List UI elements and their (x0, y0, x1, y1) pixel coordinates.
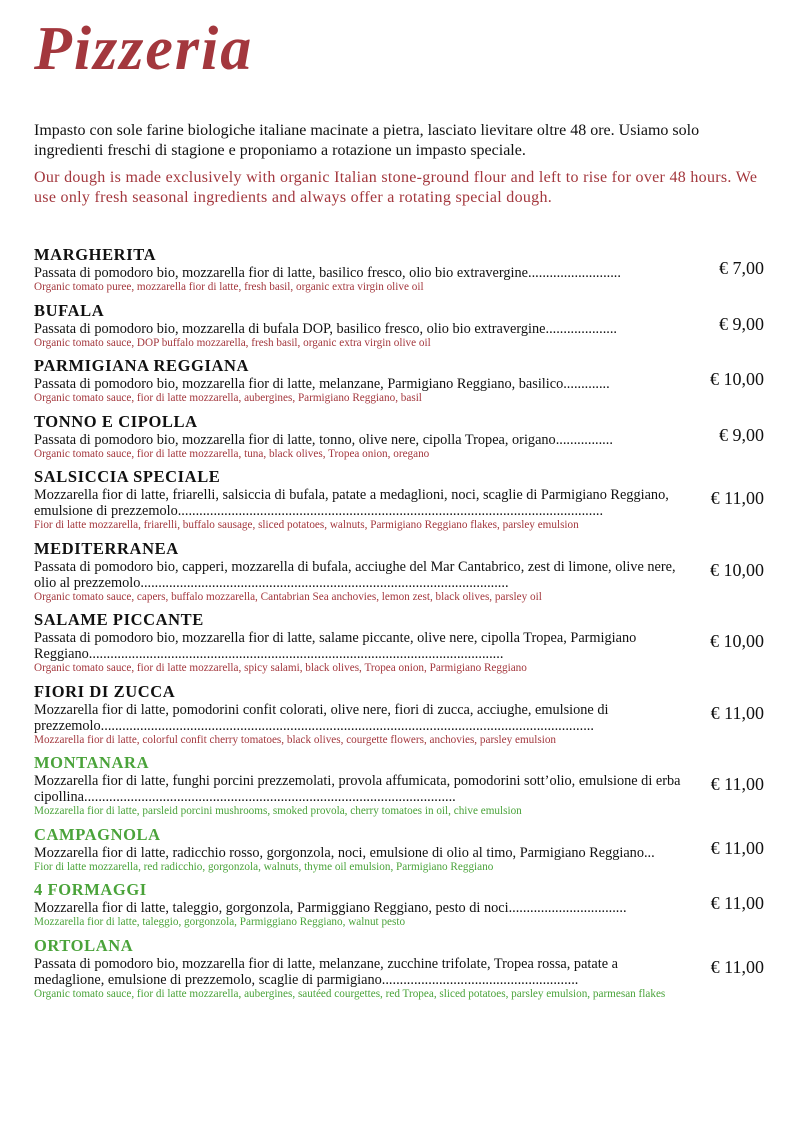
pizza-price: € 11,00 (710, 956, 764, 977)
pizza-translation: Mozzarella fior di latte, colorful confit cherry tomatoes, black olives, courgette flowers, anchovies, parsley emulsion (34, 733, 557, 746)
pizza-name: MARGHERITA (34, 245, 157, 264)
pizza-name: PARMIGIANA REGGIANA (34, 356, 250, 375)
pizza-price: € 7,00 (719, 258, 764, 279)
pizza-translation: Organic tomato puree, mozzarella fior di latte, fresh basil, organic extra virgin olive oil (34, 281, 424, 293)
pizza-name: 4 FORMAGGI (34, 880, 147, 899)
pizza-name: MEDITERRANEA (34, 538, 179, 558)
pizza-translation: Fior di latte mozzarella, red radicchio, gorgonzola, walnuts, thyme oil emulsion, Parmigiano Reggiano (34, 860, 494, 873)
page-title: Pizzeria (34, 15, 254, 83)
pizza-translation: Organic tomato sauce, fior di latte mozzarella, spicy salami, black olives, Tropea onion, Parmigiano Reggiano (34, 662, 527, 674)
pizza-translation: Organic tomato sauce, DOP buffalo mozzarella, fresh basil, organic extra virgin olive oil (34, 336, 431, 349)
pizza-price: € 11,00 (710, 837, 764, 858)
pizza-translation: Fior di latte mozzarella, friarelli, buffalo sausage, sliced potatoes, walnuts, Parmigiano Reggiano flakes, parsley emulsion (34, 519, 579, 531)
pizza-price: € 11,00 (710, 488, 764, 509)
menu-item (34, 681, 764, 747)
intro-english: Our dough is made exclusively with organic Italian stone-ground flour and left to rise for over 48 hours. We use only fresh seasonal ingredients and always offer a rotating special dough. (34, 169, 758, 206)
menu-list (34, 244, 764, 1006)
pizza-ingredients: Mozzarella fior di latte, funghi porcini prezzemolati, provola affumicata, pomodorini sott’olio, emulsione di erba cipollina........................................................................................................ (34, 773, 681, 805)
pizza-name: ORTOLANA (34, 935, 134, 955)
pizza-name: FIORI DI ZUCCA (34, 681, 176, 701)
pizza-price: € 11,00 (710, 893, 764, 914)
pizza-ingredients: Passata di pomodoro bio, mozzarella fior di latte, basilico fresco, olio bio extravergine.......................... (34, 265, 621, 281)
pizza-name: SALSICCIA SPECIALE (34, 467, 221, 486)
pizza-price: € 10,00 (710, 631, 764, 652)
pizza-ingredients: Passata di pomodoro bio, mozzarella fior di latte, tonno, olive nere, cipolla Tropea, origano................ (34, 431, 613, 448)
pizza-name: CAMPAGNOLA (34, 824, 161, 844)
pizza-ingredients: Mozzarella fior di latte, radicchio rosso, gorgonzola, noci, emulsione di olio al timo, Parmigiano Reggiano... (34, 844, 655, 861)
pizza-price: € 9,00 (719, 424, 764, 445)
pizza-price: € 11,00 (710, 702, 764, 723)
pizza-translation: Mozzarella fior di latte, parsleid porcini mushrooms, smoked provola, cherry tomatoes in oil, chive emulsion (34, 805, 522, 817)
pizza-price: € 9,00 (719, 313, 764, 334)
menu-item (34, 244, 764, 294)
pizza-price: € 10,00 (710, 559, 764, 580)
pizza-name: TONNO E CIPOLLA (34, 411, 198, 431)
menu-item (34, 538, 764, 604)
menu-item (34, 879, 764, 929)
pizza-translation: Organic tomato sauce, fior di latte mozzarella, aubergines, Parmigiano Reggiano, basil (34, 392, 422, 404)
menu-item (34, 355, 764, 405)
menu-item (34, 411, 764, 461)
pizza-ingredients: Mozzarella fior di latte, taleggio, gorgonzola, Parmiggiano Reggiano, pesto di noci................................. (34, 900, 627, 916)
pizza-ingredients: Passata di pomodoro bio, mozzarella fior di latte, melanzane, zucchine trifolate, Tropea rossa, patate a medaglione, emulsione di prezzemolo, scaglie di parmigiano....................................................... (34, 955, 618, 988)
pizza-ingredients: Mozzarella fior di latte, pomodorini confit colorati, olive nere, fiori di zucca, acciughe, emulsione di prezzemolo.......................................................................................................................................... (34, 701, 609, 734)
pizza-ingredients: Passata di pomodoro bio, mozzarella di bufala DOP, basilico fresco, olio bio extravergine.................... (34, 320, 617, 337)
intro-italian: Impasto con sole farine biologiche italiane macinate a pietra, lasciato lievitare oltre 48 ore. Usiamo solo ingredienti freschi di stagione e proponiamo a rotazione un impasto speciale. (34, 122, 700, 159)
intro (34, 121, 764, 208)
menu-item (34, 300, 764, 350)
pizza-price: € 10,00 (710, 369, 764, 390)
pizza-translation: Mozzarella fior di latte, taleggio, gorgonzola, Parmiggiano Reggiano, walnut pesto (34, 916, 406, 928)
pizza-name: SALAME PICCANTE (34, 610, 204, 629)
pizza-name: BUFALA (34, 300, 105, 320)
menu-item (34, 466, 764, 532)
pizza-name: MONTANARA (34, 753, 150, 772)
pizza-ingredients: Passata di pomodoro bio, mozzarella fior di latte, salame piccante, olive nere, cipolla Tropea, Parmigiano Reggiano.................................................................................................................... (34, 630, 637, 662)
pizza-translation: Organic tomato sauce, capers, buffalo mozzarella, Cantabrian Sea anchovies, lemon zest, black olives, parsley oil (34, 590, 542, 603)
pizza-ingredients: Passata di pomodoro bio, capperi, mozzarella di bufala, acciughe del Mar Cantabrico, zest di limone, olive nere, olio al prezzemolo....................................................................................................... (34, 558, 676, 591)
pizza-price: € 11,00 (710, 774, 764, 795)
pizza-translation: Organic tomato sauce, fior di latte mozzarella, tuna, black olives, Tropea onion, oregano (34, 447, 430, 460)
pizza-ingredients: Passata di pomodoro bio, mozzarella fior di latte, melanzane, Parmigiano Reggiano, basilico............. (34, 376, 610, 392)
menu-item (34, 824, 764, 874)
pizza-ingredients: Mozzarella fior di latte, friarelli, salsiccia di bufala, patate a medaglioni, noci, scaglie di Parmigiano Reggiano, emulsione di prezzemolo....................................................................................................................... (34, 487, 669, 519)
menu-item (34, 752, 764, 818)
menu-item (34, 609, 764, 675)
pizza-translation: Organic tomato sauce, fior di latte mozzarella, aubergines, sautéed courgettes, red Tropea, sliced potatoes, parsley emulsion, parmesan flakes (34, 987, 666, 1000)
menu-item (34, 935, 764, 1001)
